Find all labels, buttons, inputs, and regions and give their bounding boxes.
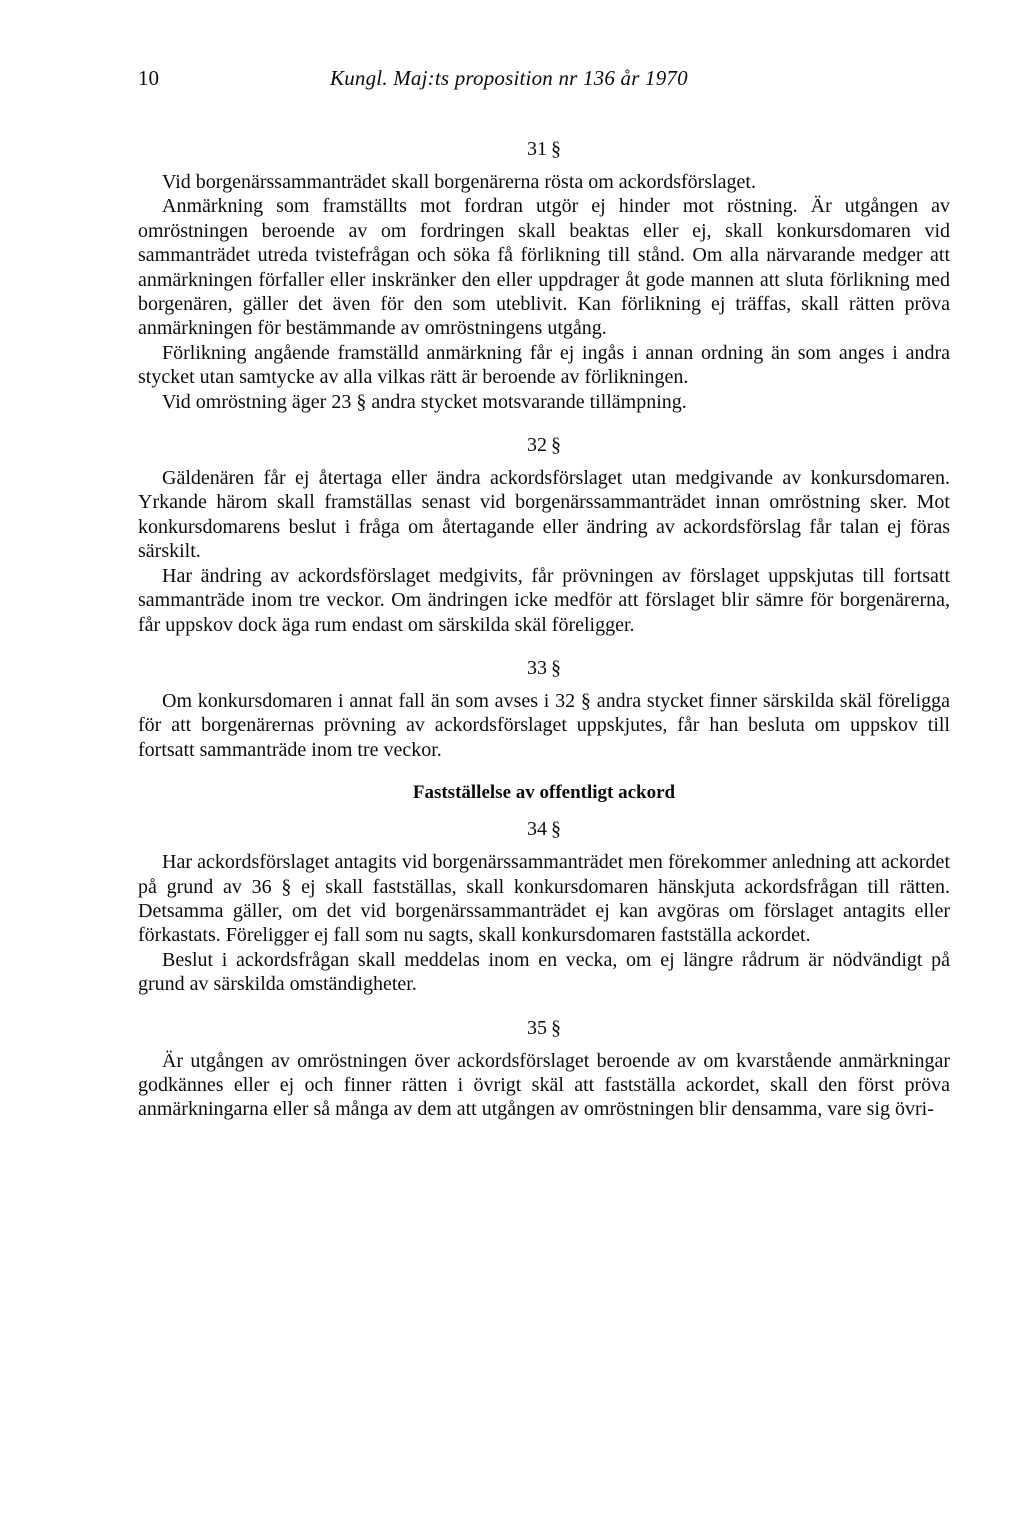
spacer — [138, 762, 950, 777]
paragraph: Om konkursdomaren i annat fall än som avses i 32 § andra stycket finner särskilda skäl föreligga för att borgenärernas prövning av ackordsförslaget uppskjutes, får han besluta om uppskov till fortsatt sammanträde inom tre veckor. — [138, 689, 950, 761]
page-number: 10 — [138, 66, 159, 90]
section-sign: § — [551, 434, 561, 457]
paragraph: Vid borgenärssammanträdet skall borgenärerna rösta om ackordsförslaget. — [162, 171, 756, 193]
paragraph: Beslut i ackordsfrågan skall meddelas inom en vecka, om ej längre rådrum är nödvändigt på grund av särskilda omständigheter. — [138, 948, 950, 996]
section-heading-35 — [138, 1012, 950, 1049]
section-number: 34 — [527, 818, 547, 841]
publication-title: Kungl. Maj:ts proposition nr 136 år 1970 — [330, 66, 688, 90]
running-head — [138, 66, 950, 98]
paragraph: Har ackordsförslaget antagits vid borgenärssammanträdet men förekommer anledning att ackordet på grund av 36 § ej skall fastställas, skall konkursdomaren hänskjuta ackordsfrågan till rätten. Detsamma gäller, om det vid borgenärssammanträdet ej kan avgöras om förslaget antagits eller förkastats. Föreligger ej fall som nu sagts, skall konkursdomaren fastställa ackordet. — [138, 851, 950, 947]
spacer — [138, 414, 950, 429]
spacer — [138, 997, 950, 1012]
paragraph: Anmärkning som framställts mot fordran utgör ej hinder mot röstning. Är utgången av omröstningen beroende av om fordringen skall beaktas eller ej, skall konkursdomaren vid sammanträdet utreda tvistefrågan och söka få förlikning till stånd. Om alla närvarande medger att anmärkningen förfaller eller inskränker den eller uppdrager åt gode mannen att sluta förlikning med borgenären, gäller det även för den som uteblivit. Kan förlikning ej träffas, skall rätten pröva anmärkningen för bestämmande av omröstningens utgång. — [138, 195, 950, 340]
section-sign: § — [551, 1016, 561, 1039]
section-heading-34 — [138, 813, 950, 850]
section-number: 33 — [527, 656, 547, 679]
section-number: 35 — [527, 1016, 547, 1039]
spacer — [138, 637, 950, 652]
document-body — [138, 133, 950, 1122]
paragraph: Är utgången av omröstningen över ackordsförslaget beroende av om kvarstående anmärkningar godkännes eller ej och finner rätten i övrigt skäl att fastställa ackordet, skall den först pröva anmärkningarna eller så många av dem att utgången av omröstningen blir densamma, vare sig övri- — [138, 1049, 950, 1121]
section-heading-33 — [138, 652, 950, 689]
section-sign: § — [551, 818, 561, 841]
chapter-subheading: Fastställelse av offentligt ackord — [412, 782, 676, 804]
section-number: 31 — [527, 138, 547, 160]
section-sign: § — [551, 656, 561, 679]
paragraph: Gäldenären får ej återtaga eller ändra ackordsförslaget utan medgivande av konkursdomaren. Yrkande härom skall framställas senast vid borgenärssammanträdet innan omröstning sker. Mot konkursdomarens beslut i fråga om återtagande eller ändring av ackordsförslag får talan ej föras särskilt. — [138, 467, 950, 563]
paragraph: Har ändring av ackordsförslaget medgivits, får prövningen av förslaget uppskjutas till fortsatt sammanträde inom tre veckor. Om ändringen icke medför att förslaget blir sämre för borgenärerna, får uppskov dock äga rum endast om särskilda skäl föreligger. — [138, 564, 950, 636]
section-sign: § — [551, 138, 561, 160]
section-heading-32 — [138, 429, 950, 466]
section-heading-31 — [138, 133, 950, 170]
section-number: 32 — [527, 434, 547, 457]
paragraph: Förlikning angående framställd anmärkning får ej ingås i annan ordning än som anges i andra stycket utan samtycke av alla vilkas rätt är beroende av förlikningen. — [138, 341, 950, 389]
paragraph: Vid omröstning äger 23 § andra stycket motsvarande tillämpning. — [162, 390, 687, 413]
